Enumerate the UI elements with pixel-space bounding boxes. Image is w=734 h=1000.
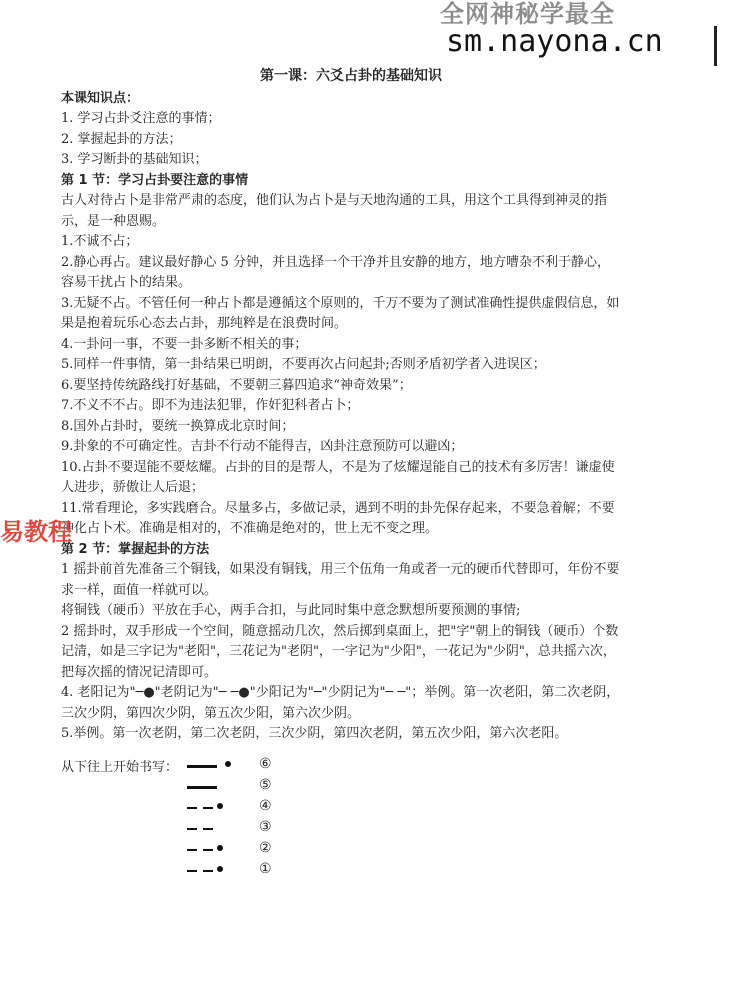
watermark-divider	[714, 26, 717, 66]
paragraph: 9.卦象的不可确定性。吉卦不行动不能得吉，凶卦注意预防可以避凶；	[61, 439, 464, 454]
line-number: ②	[259, 840, 272, 856]
paragraph: 7.不义不不占。即不为违法犯罪，作奸犯科者占卜；	[61, 398, 360, 413]
line-number: ④	[259, 798, 272, 814]
paragraph: 2.静心再占。建议最好静心 5 分钟，并且选择一个干净并且安静的地方，地方嘈杂不利于静心，容易干扰占卜的结果。	[61, 254, 610, 290]
knowledge-item: 3. 学习断卦的基础知识；	[61, 152, 208, 167]
watermark-site-url: sm.nayona.cn	[446, 24, 663, 59]
yin-line-segment	[187, 870, 197, 872]
line-number: ①	[259, 861, 272, 877]
paragraph: 4. 老阳记为"─●"老阴记为"─ ─●"少阳记为"─"少阴记为"─ ─"；举例。第一次老阳，第二次老阴，三次少阴，第四次少阴，第五次少阳，第六次少阴。	[61, 685, 620, 721]
paragraph: 1 摇卦前首先准备三个铜钱，如果没有铜钱，用三个伍角一角或者一元的硬币代替即可，年份不要求一样，面值一样就可以。	[61, 562, 620, 598]
yin-line-segment	[203, 849, 213, 851]
hexagram-line-1	[187, 861, 307, 881]
watermark-left: 易教程	[0, 518, 72, 546]
line-number: ⑤	[259, 777, 272, 793]
paragraph: 11.常看理论，多实践磨合。尽量多占，多做记录，遇到不明的卦先保存起来，不要急着解；不要神化占卜术。准确是相对的，不准确是绝对的，世上无不变之理。	[61, 500, 615, 536]
section-1-heading: 第 1 节：学习占卦要注意的事情	[61, 172, 249, 188]
yin-line-segment	[203, 828, 213, 830]
moving-dot	[217, 866, 223, 872]
paragraph: 6.要坚持传统路线打好基础，不要朝三暮四追求“神奇效果”；	[61, 377, 412, 393]
page-title: 第一课：六爻占卦的基础知识	[260, 68, 442, 84]
hexagram-line-3	[187, 819, 307, 839]
yang-line	[187, 765, 217, 768]
hexagram-line-4	[187, 798, 307, 818]
yin-line-segment	[187, 828, 197, 830]
paragraph: 8.国外占卦时，要统一换算成北京时间；	[61, 418, 295, 434]
paragraph: 2 摇卦时，双手形成一个空间，随意摇动几次，然后掷到桌面上，把"字"朝上的铜钱（硬币）个数记清，如是三字记为"老阳"，三花记为"老阴"，一字记为"少阳"，一花记为"少阴"，总共摇六次，把每次摇的情况记清即可。	[61, 623, 619, 680]
line-number: ⑥	[259, 756, 272, 772]
yang-line	[187, 786, 217, 789]
hexagram-label: 从下往上开始书写：	[61, 760, 179, 775]
moving-dot	[225, 761, 231, 767]
knowledge-heading: 本课知识点：	[61, 90, 140, 106]
section-2-heading: 第 2 节：掌握起卦的方法	[61, 541, 210, 557]
paragraph: 10.占卦不要逞能不要炫耀。占卦的目的是帮人，不是为了炫耀逞能自己的技术有多厉害！谦虚使人进步，骄傲让人后退；	[61, 459, 615, 495]
yin-line-segment	[203, 870, 213, 872]
line-number: ③	[259, 819, 272, 835]
yin-line-segment	[203, 807, 213, 809]
watermark-header: 全网神秘学最全	[440, 0, 615, 28]
hexagram-line-6	[187, 756, 307, 776]
yin-line-segment	[187, 849, 197, 851]
moving-dot	[217, 845, 223, 851]
moving-dot	[217, 803, 223, 809]
paragraph: 古人对待占卜是非常严肃的态度，他们认为占卜是与天地沟通的工具，用这个工具得到神灵的指示，是一种恩赐。	[61, 193, 608, 229]
paragraph: 3.无疑不占。不管任何一种占卜都是遵循这个原则的，千万不要为了测试准确性提供虚假信息，如果是抱着玩乐心态去占卦，那纯粹是在浪费时间。	[61, 295, 620, 331]
knowledge-item: 2. 掌握起卦的方法；	[61, 131, 182, 147]
hexagram-line-5	[187, 777, 307, 797]
hexagram-line-2	[187, 840, 307, 860]
paragraph: 1.不诚不占；	[61, 234, 139, 249]
knowledge-item: 1. 学习占卦爻注意的事情；	[61, 111, 221, 126]
paragraph: 5.举例。第一次老阴，第二次老阴，三次少阴，第四次老阴，第五次少阳，第六次老阳。	[61, 726, 568, 741]
document-body	[61, 66, 621, 745]
paragraph: 将铜钱（硬币）平放在手心，两手合扣，与此同时集中意念默想所要预测的事情;	[61, 603, 521, 618]
paragraph: 4.一卦问一事，不要一卦多断不相关的事；	[61, 336, 308, 352]
yin-line-segment	[187, 807, 197, 809]
paragraph: 5.同样一件事情，第一卦结果已明朗，不要再次占问起卦;否则矛盾初学者入进误区；	[61, 357, 546, 372]
